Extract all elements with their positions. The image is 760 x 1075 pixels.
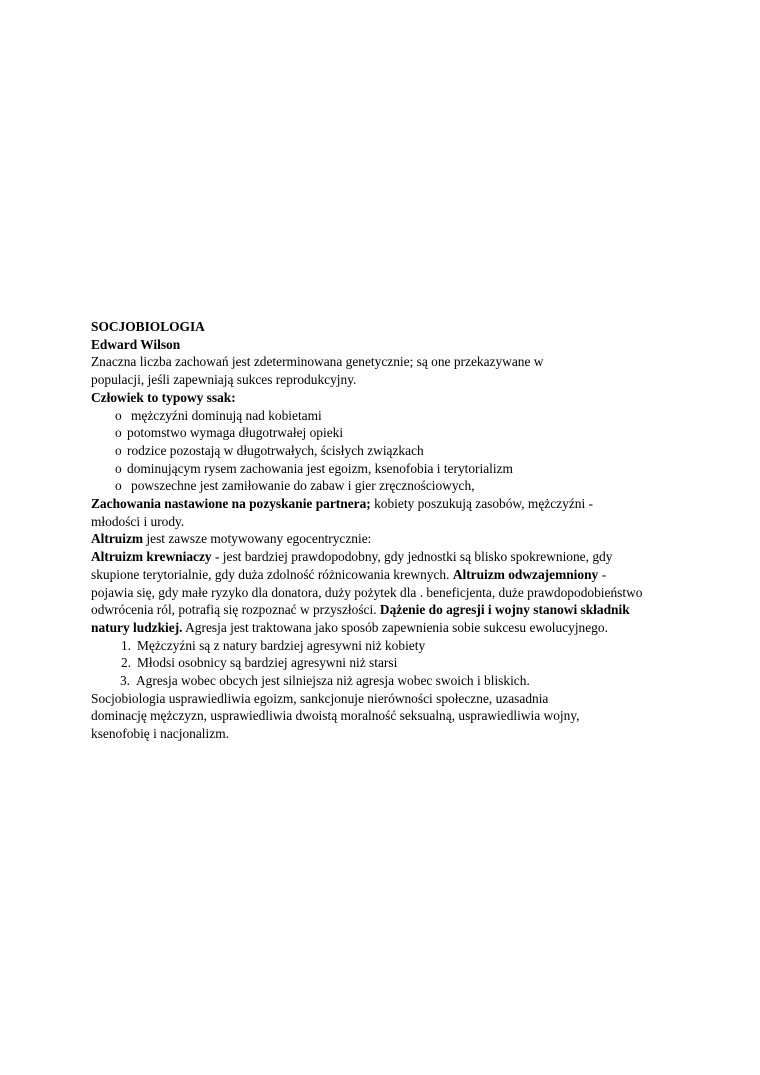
list-item-text: dominującym rysem zachowania jest egoizm, ksenofobia i terytorializm bbox=[127, 460, 513, 476]
intro-line: populacji, jeśli zapewniają sukces reprodukcyjny. bbox=[91, 372, 357, 388]
bullet-marker: o bbox=[115, 442, 122, 458]
kin-altruism-line-1 bbox=[91, 548, 651, 566]
numbered-item bbox=[91, 637, 651, 655]
aggression-text: Agresja jest traktowana jako sposób zapewnienia sobie sukcesu ewolucyjnego. bbox=[182, 619, 608, 635]
mammal-heading: Człowiek to typowy ssak: bbox=[91, 389, 236, 405]
list-item-text: rodzice pozostają w długotrwałych, ścisłych związkach bbox=[127, 442, 424, 458]
bullet-marker: o bbox=[115, 407, 122, 423]
kin-altruism-text: skupione terytorialnie, gdy duża zdolność różnicowania krewnych. bbox=[91, 566, 453, 582]
kin-altruism-line-2 bbox=[91, 566, 651, 584]
partner-line-2: młodości i urody. bbox=[91, 513, 185, 529]
numbered-item-text: Agresja wobec obcych jest silniejsza niż agresja wobec swoich i bliskich. bbox=[136, 673, 530, 689]
reciprocal-altruism-bold: Altruizm odwzajemniony bbox=[452, 566, 599, 582]
list-item bbox=[91, 424, 651, 442]
numbered-item-number: 3. bbox=[119, 673, 130, 689]
conclusion-line: ksenofobię i nacjonalizm. bbox=[91, 726, 229, 742]
bullet-marker: o bbox=[115, 425, 122, 441]
conclusion-line: Socjobiologia usprawiedliwia egoizm, sankcjonuje nierówności społeczne, uzasadnia bbox=[91, 690, 549, 706]
list-item bbox=[91, 477, 651, 495]
conclusion-line: dominację mężczyzn, usprawiedliwia dwoistą moralność seksualną, usprawiedliwia wojny, bbox=[91, 708, 580, 724]
kin-altruism-line-4 bbox=[91, 601, 651, 619]
list-item bbox=[91, 407, 651, 425]
author-name: Edward Wilson bbox=[91, 336, 181, 352]
numbered-item-text: Mężczyźni są z natury bardziej agresywni niż kobiety bbox=[137, 637, 426, 653]
list-item-text: mężczyźni dominują nad kobietami bbox=[131, 407, 322, 423]
intro-line: Znaczna liczba zachowań jest zdeterminowana genetycznie; są one przekazywane w bbox=[91, 354, 544, 370]
numbered-item bbox=[91, 672, 651, 690]
kin-altruism-line-3: pojawia się, gdy małe ryzyko dla donatora, duży pożytek dla . beneficjenta, duże prawdopodobieństwo bbox=[91, 584, 643, 600]
aggression-bold: natury ludzkiej. bbox=[91, 619, 183, 635]
list-item bbox=[91, 442, 651, 460]
aggression-bold: Dążenie do agresji i wojny stanowi składnik bbox=[379, 602, 630, 618]
kin-altruism-text: - bbox=[598, 566, 607, 582]
kin-altruism-line-5 bbox=[91, 619, 651, 637]
list-item-text: potomstwo wymaga długotrwałej opieki bbox=[127, 425, 344, 441]
altruism-text: jest zawsze motywowany egocentrycznie: bbox=[143, 531, 372, 547]
partner-text: kobiety poszukują zasobów, mężczyźni - bbox=[370, 496, 593, 512]
bullet-marker: o bbox=[115, 460, 122, 476]
altruism-bold: Altruizm bbox=[91, 531, 144, 547]
kin-altruism-text: - jest bardziej prawdopodobny, gdy jednostki są blisko spokrewnione, gdy bbox=[211, 549, 613, 565]
document-page bbox=[91, 318, 651, 743]
partner-bold: Zachowania nastawione na pozyskanie partnera; bbox=[91, 496, 371, 512]
bullet-marker: o bbox=[115, 478, 122, 494]
altruism-paragraph bbox=[91, 530, 651, 548]
numbered-item-text: Młodsi osobnicy są bardziej agresywni niż starsi bbox=[137, 655, 398, 671]
partner-paragraph bbox=[91, 495, 651, 513]
numbered-item-number: 2. bbox=[120, 655, 131, 671]
kin-altruism-bold: Altruizm krewniaczy bbox=[91, 549, 212, 565]
list-item-text: powszechne jest zamiłowanie do zabaw i gier zręcznościowych, bbox=[131, 478, 475, 494]
numbered-item bbox=[91, 654, 651, 672]
kin-altruism-text: odwrócenia ról, potrafią się rozpoznać w przyszłości. bbox=[91, 602, 380, 618]
numbered-item-number: 1. bbox=[120, 637, 131, 653]
document-title: SOCJOBIOLOGIA bbox=[91, 319, 205, 334]
list-item bbox=[91, 460, 651, 478]
